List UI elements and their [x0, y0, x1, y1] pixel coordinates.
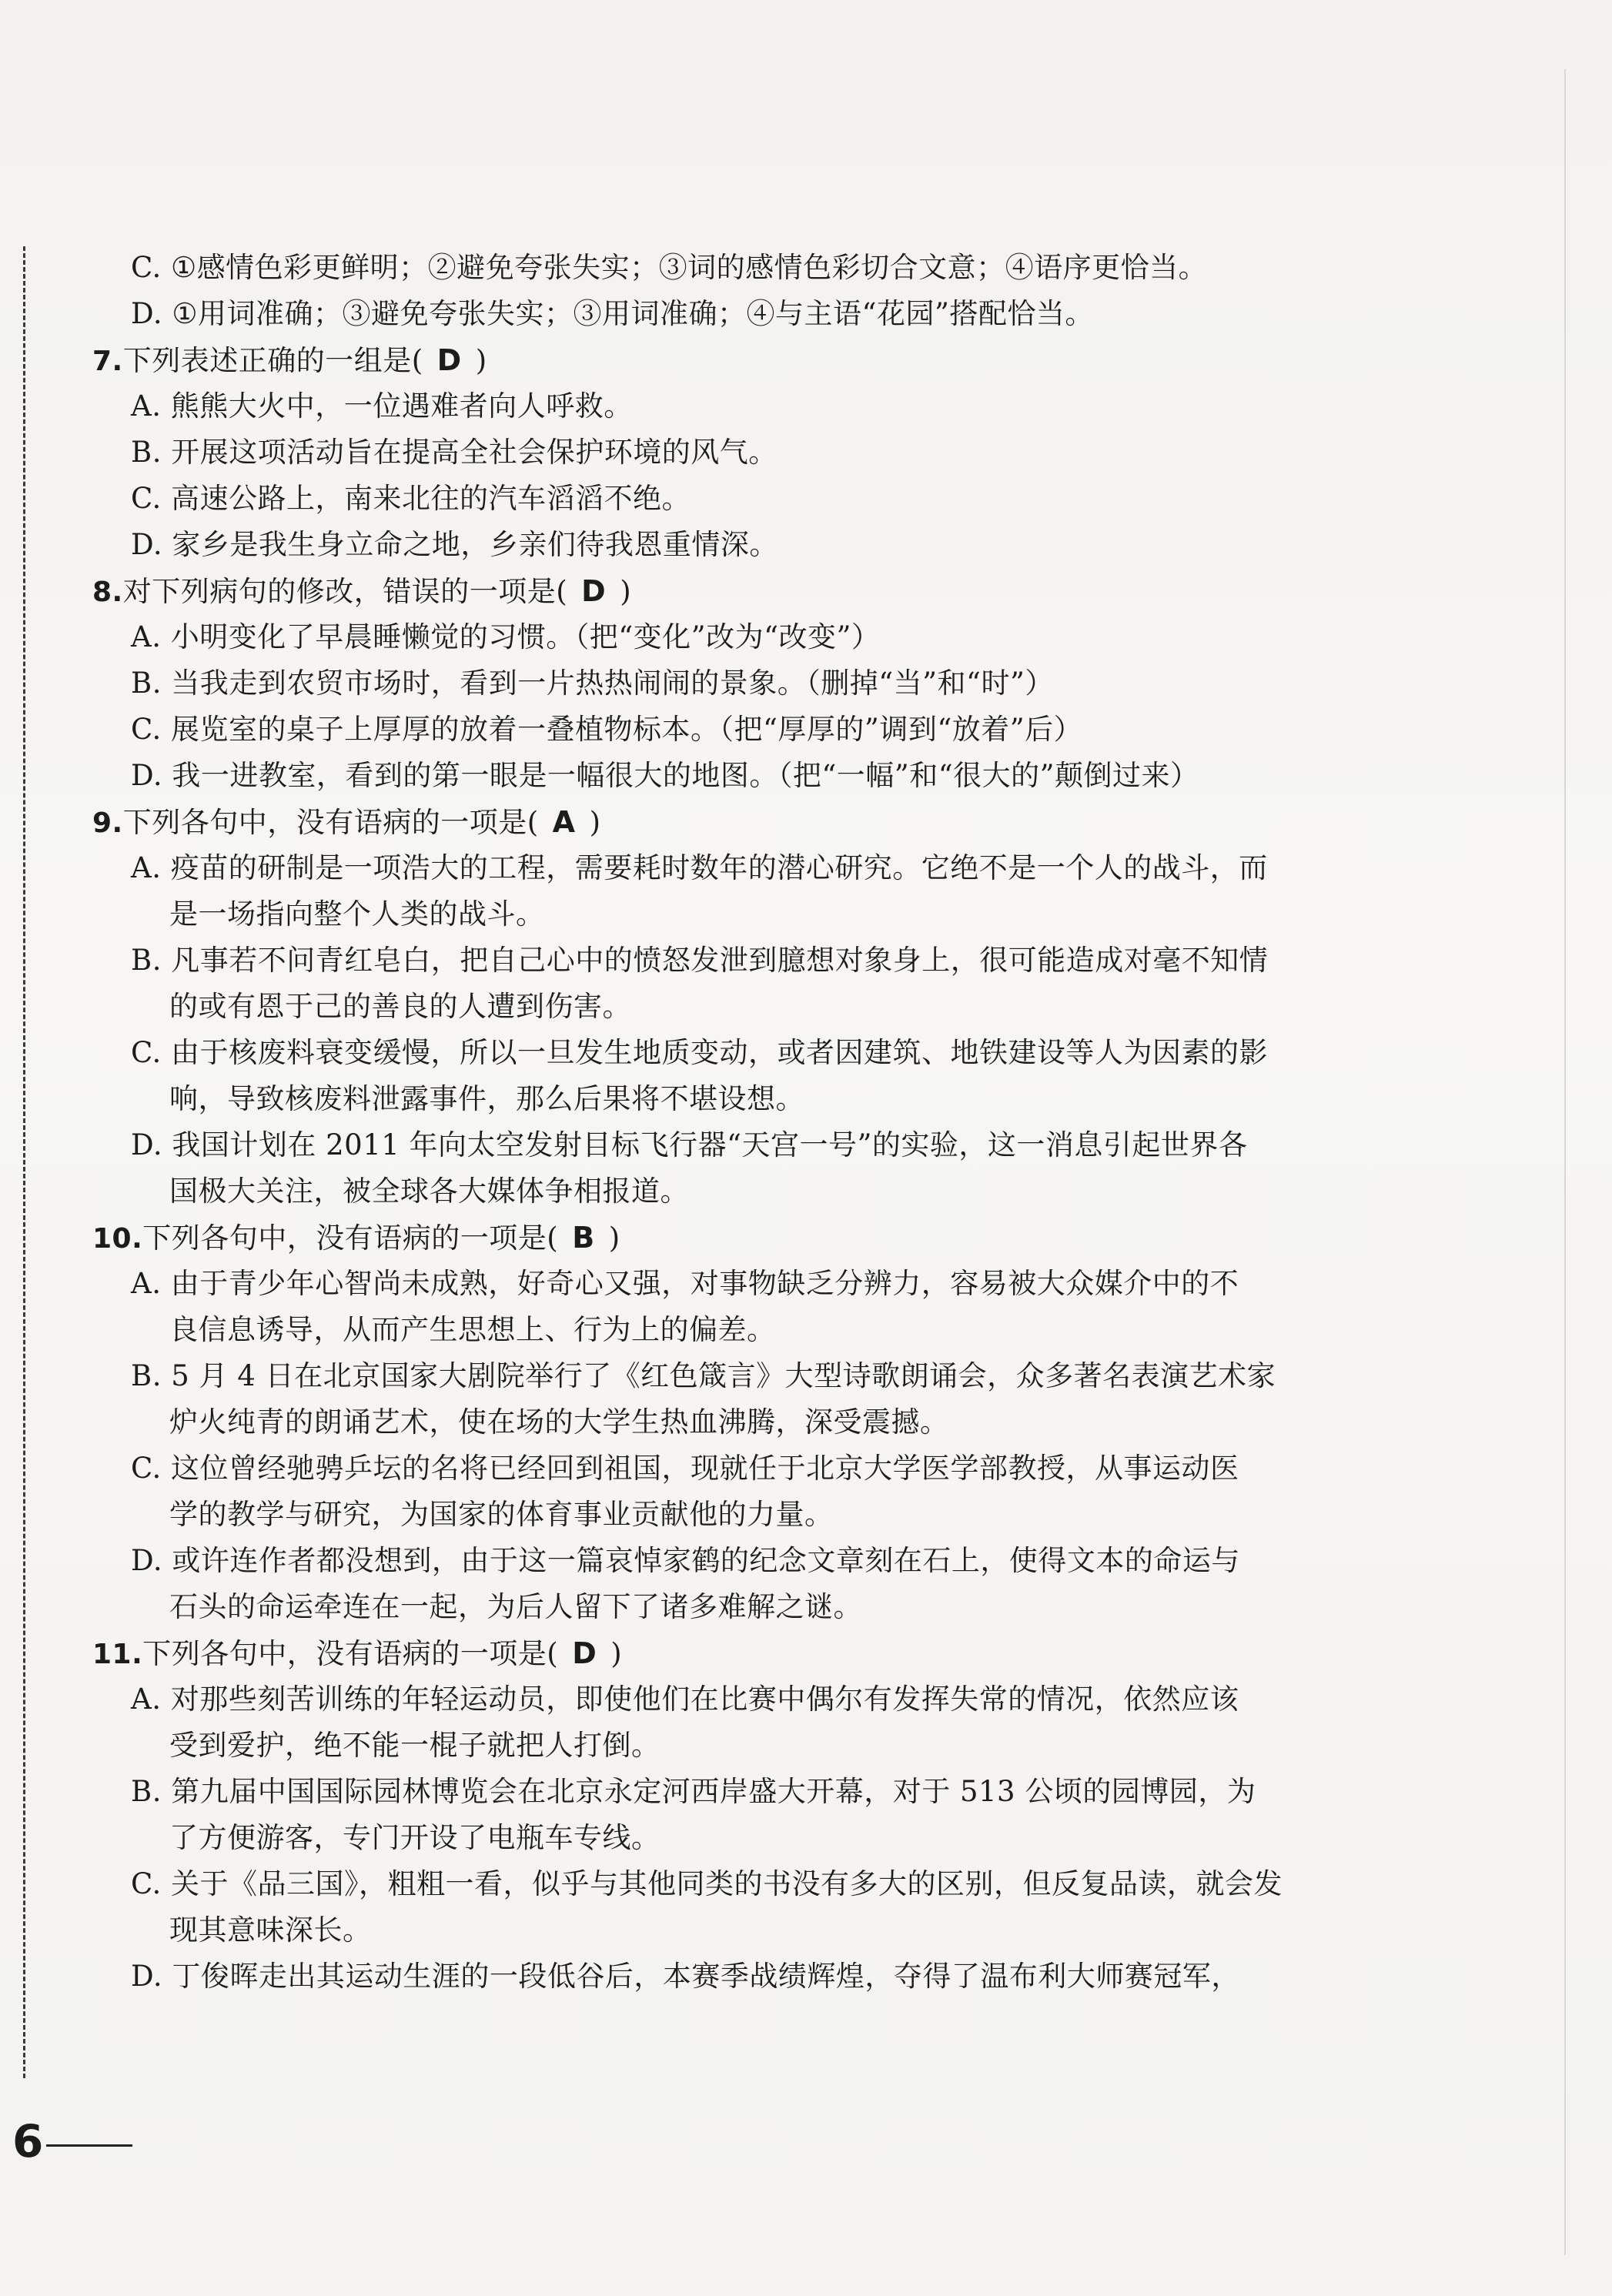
- answer-letter: B: [572, 1221, 595, 1255]
- answer-option: A. 由于青少年心智尚未成熟，好奇心又强，对事物缺乏分辨力，容易被大众媒介中的不: [131, 1267, 1239, 1300]
- answer-option: C. 关于《品三国》，粗粗一看，似乎与其他同类的书没有多大的区别，但反复品读，就会发: [131, 1867, 1283, 1900]
- answer-option-continuation: 石头的命运牵连在一起，为后人留下了诸多难解之谜。: [169, 1590, 862, 1623]
- question-text: 下列表述正确的一组是(: [122, 344, 423, 377]
- answer-option-continuation: 良信息诱导，从而产生思想上、行为上的偏差。: [169, 1313, 776, 1346]
- answer-letter: A: [552, 805, 576, 839]
- question-number: 10.: [92, 1223, 143, 1255]
- answer-option: A. 小明变化了早晨睡懒觉的习惯。（把“变化”改为“改变”）: [131, 620, 881, 653]
- question-close-paren: ): [589, 806, 601, 839]
- answer-option-continuation: 受到爱护，绝不能一棍子就把人打倒。: [169, 1729, 661, 1762]
- question-number: 7.: [92, 346, 123, 377]
- question-stem: [92, 1215, 1355, 1261]
- answer-option: A. 熊熊大火中，一位遇难者向人呼救。: [131, 389, 633, 423]
- answer-option: B. 当我走到农贸市场时，看到一片热热闹闹的景象。（删掉“当”和“时”）: [131, 667, 1054, 700]
- answer-option: D. 或许连作者都没想到，由于这一篇哀悼家鹤的纪念文章刻在石上，使得文本的命运与: [131, 1544, 1240, 1577]
- answer-option: C. 这位曾经驰骋乒坛的名将已经回到祖国，现就任于北京大学医学部教授，从事运动医: [131, 1452, 1239, 1485]
- question-close-paren: ): [620, 575, 632, 608]
- question-content: [92, 245, 1355, 2000]
- answer-option-continuation: 学的教学与研究，为国家的体育事业贡献他的力量。: [169, 1498, 834, 1531]
- answer-letter: D: [436, 343, 462, 377]
- answer-option-continuation: 是一场指向整个人类的战斗。: [169, 897, 545, 931]
- binding-margin-line: [23, 246, 25, 2078]
- answer-option: D. 家乡是我生身立命之地，乡亲们待我恩重情深。: [131, 528, 778, 561]
- answer-option: B. 凡事若不问青红皂白，把自己心中的愤怒发泄到臆想对象身上，很可能造成对毫不知情: [131, 944, 1269, 977]
- answer-option: A. 疫苗的研制是一项浩大的工程，需要耗时数年的潜心研究。它绝不是一个人的战斗，而: [131, 851, 1268, 884]
- question-close-paren: ): [610, 1637, 623, 1670]
- question-text: 对下列病句的修改，错误的一项是(: [122, 575, 568, 608]
- question-text: 下列各句中，没有语病的一项是(: [122, 806, 539, 839]
- question-text: 下列各句中，没有语病的一项是(: [142, 1637, 559, 1670]
- answer-option: C. 高速公路上，南来北往的汽车滔滔不绝。: [131, 482, 691, 515]
- page-number: 6: [12, 2115, 44, 2167]
- answer-option: B. 开展这项活动旨在提高全社会保护环境的风气。: [131, 436, 778, 469]
- answer-option-continuation: 国极大关注，被全球各大媒体争相报道。: [169, 1175, 689, 1208]
- answer-letter: D: [581, 574, 607, 608]
- answer-option-continuation: 了方便游客，专门开设了电瓶车专线。: [169, 1821, 661, 1854]
- answer-option: D. ①用词准确；③避免夸张失实；③用词准确；④与主语“花园”搭配恰当。: [131, 297, 1094, 330]
- answer-option-continuation: 现其意味深长。: [169, 1913, 372, 1947]
- question-stem: [92, 1630, 1355, 1676]
- question-number: 8.: [92, 577, 123, 608]
- question-stem: [92, 568, 1355, 614]
- question-stem: [92, 337, 1355, 383]
- question-stem: [92, 799, 1355, 845]
- question-number: 9.: [92, 807, 123, 839]
- question-text: 下列各句中，没有语病的一项是(: [142, 1222, 559, 1255]
- answer-option: C. ①感情色彩更鲜明；②避免夸张失实；③词的感情色彩切合文意；④语序更恰当。: [131, 251, 1208, 284]
- answer-option: B. 第九届中国国际园林博览会在北京永定河西岸盛大开幕，对于 513 公顷的园博园，为: [131, 1775, 1256, 1808]
- question-close-paren: ): [608, 1222, 620, 1255]
- question-number: 11.: [92, 1639, 143, 1670]
- answer-option-continuation: 炉火纯青的朗诵艺术，使在场的大学生热血沸腾，深受震撼。: [169, 1405, 949, 1439]
- page-number-rule: [46, 2144, 132, 2147]
- answer-option: C. 展览室的桌子上厚厚的放着一叠植物标本。（把“厚厚的”调到“放着”后）: [131, 713, 1083, 746]
- answer-option-continuation: 响，导致核废料泄露事件，那么后果将不堪设想。: [169, 1082, 804, 1115]
- answer-option: D. 我一进教室，看到的第一眼是一幅很大的地图。（把“一幅”和“很大的”颠倒过来）: [131, 759, 1199, 792]
- answer-option: C. 由于核废料衰变缓慢，所以一旦发生地质变动，或者因建筑、地铁建设等人为因素的影: [131, 1036, 1269, 1069]
- answer-option-continuation: 的或有恩于己的善良的人遭到伤害。: [169, 990, 631, 1023]
- question-close-paren: ): [475, 344, 487, 377]
- answer-option: D. 丁俊晖走出其运动生涯的一段低谷后，本赛季战绩辉煌，夺得了温布利大师赛冠军，: [131, 1960, 1240, 1993]
- answer-letter: D: [572, 1636, 597, 1670]
- answer-option: A. 对那些刻苦训练的年轻运动员，即使他们在比赛中偶尔有发挥失常的情况，依然应该: [131, 1683, 1239, 1716]
- answer-option: B. 5 月 4 日在北京国家大剧院举行了《红色箴言》大型诗歌朗诵会，众多著名表演艺术家: [131, 1359, 1276, 1392]
- page-edge: [1564, 69, 1566, 2255]
- answer-option: D. 我国计划在 2011 年向太空发射目标飞行器“天宫一号”的实验，这一消息引起世界各: [131, 1128, 1248, 1161]
